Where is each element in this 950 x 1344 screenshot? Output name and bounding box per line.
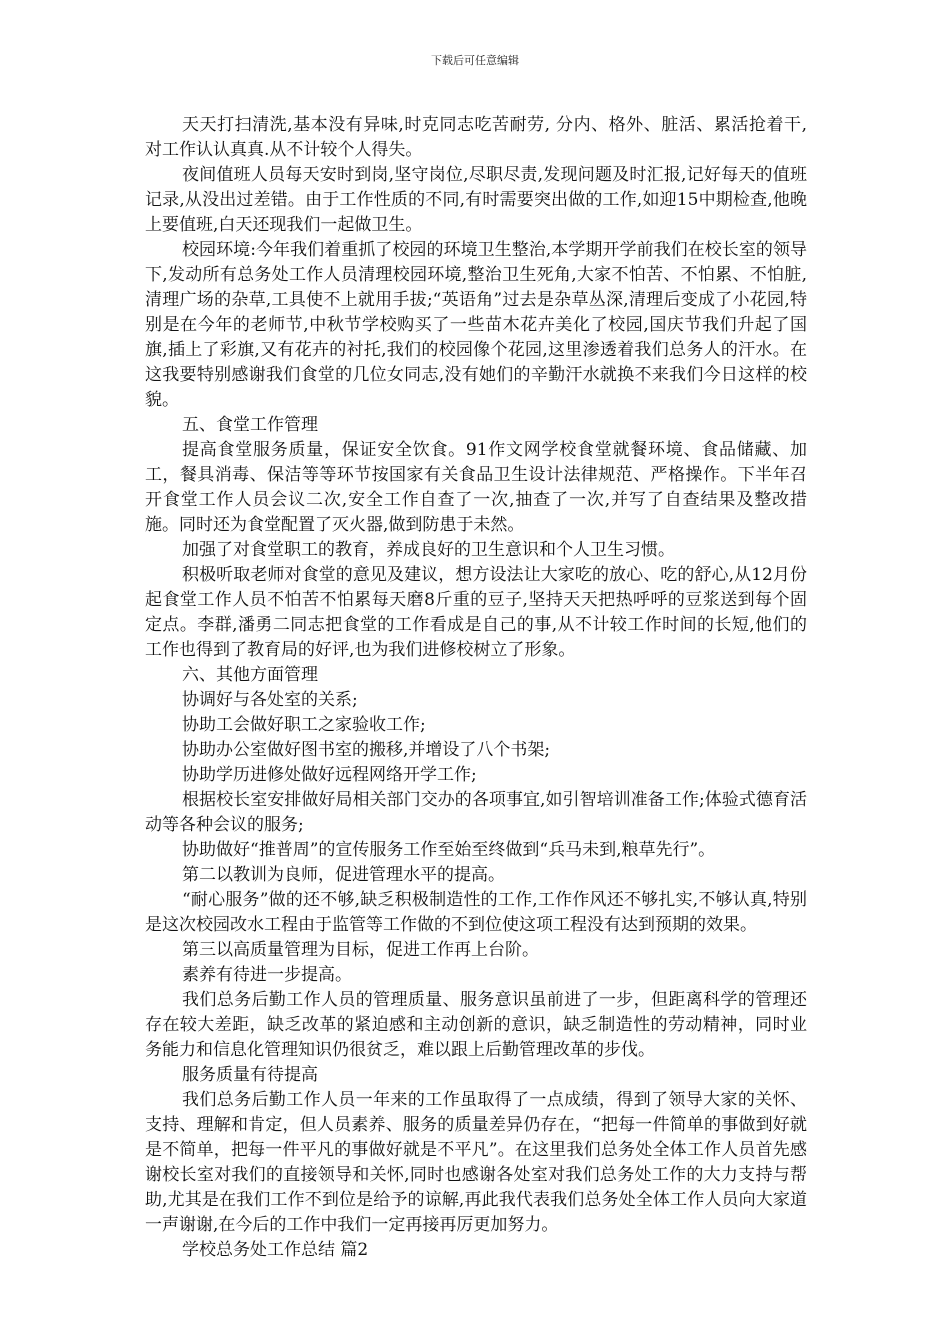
list-item: 协助办公室做好图书室的搬移,并增设了八个书架; (182, 740, 551, 760)
paragraph: 积极听取老师对食堂的意见及建议，想方设法让大家吃的放心、吃的舒心,从12月份起食堂工作人员不怕苦不怕累每天磨8斤重的豆子,坚持天天把热呼呼的豆浆送到每个固定点。李群,潘勇二同志把食堂的工作看成是自己的事,从不计较工作时间的长短,他们的工作也得到了教育局的好评,也为我们进修校树立了形象。 (145, 565, 807, 660)
paragraph: 校园环境:今年我们着重抓了校园的环境卫生整治,本学期开学前我们在校长室的领导下,发动所有总务处工作人员清理校园环境,整治卫生死角,大家不怕苦、不怕累、不怕脏,清理广场的杂草,工具使不上就用手拔;“英语角”过去是杂草丛深,清理后变成了小花园,特别是在今年的老师节,中秋节学校购买了一些苗木花卉美化了校园,国庆节我们升起了国旗,插上了彩旗,又有花卉的衬托,我们的校园像个花园,这里渗透着我们总务人的汗水。在这我要特别感谢我们食堂的几位女同志,没有她们的辛勤汗水就换不来我们今日这样的校貌。 (145, 240, 807, 410)
list-item: 协助做好“推普周”的宣传服务工作至始至终做到“兵马未到,粮草先行”。 (182, 840, 716, 860)
section-heading: 六、其他方面管理 (182, 665, 318, 685)
paragraph: 夜间值班人员每天安时到岗,坚守岗位,尽职尽责,发现问题及时汇报,记好每天的值班记录,从没出过差错。由于工作性质的不同,有时需要突出做的工作,如迎15中期检查,他晚上要值班,白天还现我们一起做卫生。 (145, 165, 807, 235)
paragraph: 素养有待进一步提高。 (182, 965, 352, 985)
document-body (145, 113, 807, 1263)
paragraph: 天天打扫清洗,基本没有异味,时克同志吃苦耐劳, 分内、格外、脏活、累活抢着干, 对工作认认真真.从不计较个人得失。 (145, 115, 807, 160)
paragraph: 加强了对食堂职工的教育，养成良好的卫生意识和个人卫生习惯。 (182, 540, 675, 560)
list-item: 协调好与各处室的关系; (182, 690, 358, 710)
section-title: 学校总务处工作总结 篇2 (182, 1240, 369, 1260)
paragraph: 服务质量有待提高 (182, 1065, 318, 1085)
page-header-note: 下载后可任意编辑 (431, 54, 519, 67)
paragraph: 提高食堂服务质量，保证安全饮食。91作文网学校食堂就餐环境、食品储藏、加工，餐具消毒、保洁等等环节按国家有关食品卫生设计法律规范、严格操作。下半年召开食堂工作人员会议二次,安全工作自查了一次,抽查了一次,并写了自查结果及整改措施。同时还为食堂配置了灭火器,做到防患于未然。 (145, 440, 807, 535)
paragraph: 我们总务后勤工作人员的管理质量、服务意识虽前进了一步，但距离科学的管理还存在较大差距，缺乏改革的紧迫感和主动创新的意识，缺乏制造性的劳动精神，同时业务能力和信息化管理知识仍很贫乏，难以跟上后勤管理改革的步伐。 (145, 990, 807, 1060)
list-item: 根据校长室安排做好局相关部门交办的各项事宜,如引智培训准备工作;体验式德育活动等各种会议的服务; (145, 790, 807, 835)
section-heading: 五、食堂工作管理 (182, 415, 318, 435)
paragraph: 我们总务后勤工作人员一年来的工作虽取得了一点成绩，得到了领导大家的关怀、支持、理解和肯定，但人员素养、服务的质量差异仍存在，“把每一件简单的事做到好就是不简单，把每一件平凡的事做好就是不平凡”。在这里我们总务处全体工作人员首先感谢校长室对我们的直接领导和关怀,同时也感谢各处室对我们总务处工作的大力支持与帮助,尤其是在我们工作不到位是给予的谅解,再此我代表我们总务处全体工作人员向大家道一声谢谢,在今后的工作中我们一定再接再厉更加努力。 (145, 1090, 807, 1235)
list-item: 协助学历进修处做好远程网络开学工作; (182, 765, 477, 785)
section-heading: 第二以教训为良师，促进管理水平的提高。 (182, 865, 505, 885)
paragraph: “耐心服务”做的还不够,缺乏积极制造性的工作,工作作风还不够扎实,不够认真,特别是这次校园改水工程由于监管等工作做的不到位使这项工程没有达到预期的效果。 (145, 890, 807, 935)
section-heading: 第三以高质量管理为目标，促进工作再上台阶。 (182, 940, 539, 960)
list-item: 协助工会做好职工之家验收工作; (182, 715, 426, 735)
